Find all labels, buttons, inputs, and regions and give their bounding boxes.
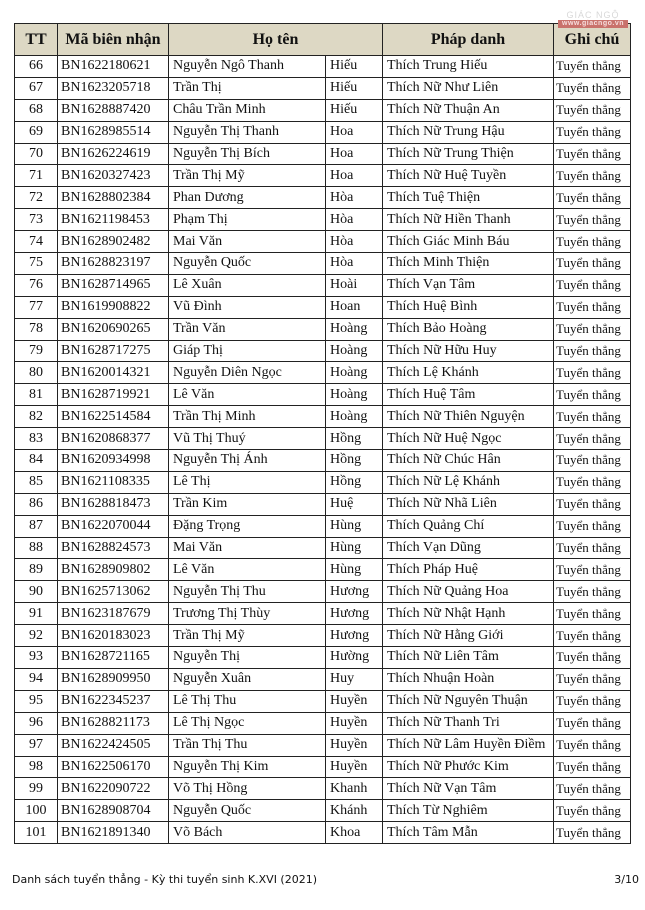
cell-receipt-code: BN1622180621 (58, 56, 169, 78)
cell-given-name: Huyền (326, 756, 383, 778)
cell-given-name: Hoàng (326, 362, 383, 384)
cell-note: Tuyển thẳng (554, 143, 631, 165)
cell-receipt-code: BN1620183023 (58, 625, 169, 647)
cell-given-name: Hoàng (326, 318, 383, 340)
cell-given-name: Hương (326, 603, 383, 625)
table-row (15, 77, 631, 99)
cell-note: Tuyển thẳng (554, 559, 631, 581)
cell-tt: 95 (15, 690, 58, 712)
cell-dharma-name: Thích Huệ Bình (383, 296, 554, 318)
cell-family-name: Trần Thị Minh (169, 406, 326, 428)
cell-given-name: Khánh (326, 800, 383, 822)
cell-note: Tuyển thẳng (554, 56, 631, 78)
cell-note: Tuyển thẳng (554, 231, 631, 253)
table-row (15, 384, 631, 406)
cell-note: Tuyển thẳng (554, 165, 631, 187)
header-dharma-name: Pháp danh (383, 24, 554, 56)
cell-tt: 87 (15, 515, 58, 537)
table-row (15, 625, 631, 647)
cell-given-name: Hòa (326, 231, 383, 253)
cell-tt: 83 (15, 428, 58, 450)
cell-tt: 85 (15, 471, 58, 493)
cell-receipt-code: BN1628908704 (58, 800, 169, 822)
cell-tt: 69 (15, 121, 58, 143)
table-row (15, 296, 631, 318)
table-row (15, 603, 631, 625)
cell-dharma-name: Thích Vạn Tâm (383, 274, 554, 296)
cell-note: Tuyển thẳng (554, 603, 631, 625)
table-row (15, 99, 631, 121)
cell-dharma-name: Thích Nữ Trung Thiện (383, 143, 554, 165)
table-row (15, 712, 631, 734)
cell-tt: 66 (15, 56, 58, 78)
cell-tt: 71 (15, 165, 58, 187)
cell-tt: 72 (15, 187, 58, 209)
header-code: Mã biên nhận (58, 24, 169, 56)
cell-receipt-code: BN1628909950 (58, 668, 169, 690)
cell-note: Tuyển thẳng (554, 340, 631, 362)
table-row (15, 362, 631, 384)
cell-dharma-name: Thích Nữ Nhã Liên (383, 493, 554, 515)
cell-family-name: Vũ Thị Thuý (169, 428, 326, 450)
cell-note: Tuyển thẳng (554, 187, 631, 209)
table-row (15, 450, 631, 472)
cell-note: Tuyển thẳng (554, 800, 631, 822)
cell-given-name: Hùng (326, 515, 383, 537)
cell-note: Tuyển thẳng (554, 428, 631, 450)
cell-dharma-name: Thích Nữ Trung Hậu (383, 121, 554, 143)
cell-dharma-name: Thích Nữ Hữu Huy (383, 340, 554, 362)
cell-family-name: Nguyễn Xuân (169, 668, 326, 690)
table-row (15, 559, 631, 581)
table-row (15, 800, 631, 822)
table-row (15, 253, 631, 275)
cell-given-name: Hoài (326, 274, 383, 296)
cell-receipt-code: BN1623205718 (58, 77, 169, 99)
cell-family-name: Nguyễn Thị Bích (169, 143, 326, 165)
cell-note: Tuyển thẳng (554, 362, 631, 384)
cell-note: Tuyển thẳng (554, 318, 631, 340)
cell-note: Tuyển thẳng (554, 471, 631, 493)
cell-tt: 80 (15, 362, 58, 384)
cell-note: Tuyển thẳng (554, 756, 631, 778)
cell-tt: 70 (15, 143, 58, 165)
cell-dharma-name: Thích Nữ Nhật Hạnh (383, 603, 554, 625)
cell-family-name: Trần Văn (169, 318, 326, 340)
cell-family-name: Nguyễn Diên Ngọc (169, 362, 326, 384)
cell-given-name: Hoàng (326, 340, 383, 362)
cell-tt: 94 (15, 668, 58, 690)
cell-given-name: Khanh (326, 778, 383, 800)
cell-tt: 100 (15, 800, 58, 822)
cell-dharma-name: Thích Từ Nghiêm (383, 800, 554, 822)
cell-note: Tuyển thẳng (554, 209, 631, 231)
table-row (15, 493, 631, 515)
cell-dharma-name: Thích Nữ Thiên Nguyện (383, 406, 554, 428)
cell-family-name: Trần Thị Thu (169, 734, 326, 756)
table-row (15, 56, 631, 78)
table-row (15, 690, 631, 712)
cell-dharma-name: Thích Trung Hiếu (383, 56, 554, 78)
cell-given-name: Hồng (326, 471, 383, 493)
cell-tt: 91 (15, 603, 58, 625)
cell-note: Tuyển thẳng (554, 493, 631, 515)
cell-family-name: Mai Văn (169, 537, 326, 559)
cell-given-name: Huyền (326, 734, 383, 756)
cell-dharma-name: Thích Nhuận Hoàn (383, 668, 554, 690)
cell-given-name: Hòa (326, 187, 383, 209)
cell-family-name: Đặng Trọng (169, 515, 326, 537)
cell-tt: 98 (15, 756, 58, 778)
cell-tt: 86 (15, 493, 58, 515)
cell-receipt-code: BN1622514584 (58, 406, 169, 428)
cell-given-name: Hoa (326, 165, 383, 187)
cell-receipt-code: BN1619908822 (58, 296, 169, 318)
cell-note: Tuyển thẳng (554, 668, 631, 690)
cell-dharma-name: Thích Minh Thiện (383, 253, 554, 275)
cell-note: Tuyển thẳng (554, 581, 631, 603)
cell-tt: 99 (15, 778, 58, 800)
cell-note: Tuyển thẳng (554, 406, 631, 428)
cell-receipt-code: BN1620690265 (58, 318, 169, 340)
cell-receipt-code: BN1628717275 (58, 340, 169, 362)
cell-note: Tuyển thẳng (554, 99, 631, 121)
cell-dharma-name: Thích Tâm Mẫn (383, 822, 554, 844)
table-row (15, 537, 631, 559)
cell-tt: 75 (15, 253, 58, 275)
table-row (15, 668, 631, 690)
cell-receipt-code: BN1628985514 (58, 121, 169, 143)
cell-family-name: Võ Thị Hồng (169, 778, 326, 800)
cell-family-name: Phan Dương (169, 187, 326, 209)
cell-given-name: Huyền (326, 690, 383, 712)
cell-given-name: Hường (326, 647, 383, 669)
cell-note: Tuyển thẳng (554, 384, 631, 406)
cell-dharma-name: Thích Pháp Huệ (383, 559, 554, 581)
cell-note: Tuyển thẳng (554, 77, 631, 99)
footer-title: Danh sách tuyển thẳng - Kỳ thi tuyển sinh K.XVI (2021) (12, 873, 318, 886)
header-name: Họ tên (169, 24, 383, 56)
table-row (15, 471, 631, 493)
cell-dharma-name: Thích Nữ Thanh Tri (383, 712, 554, 734)
cell-family-name: Võ Bách (169, 822, 326, 844)
cell-given-name: Hòa (326, 253, 383, 275)
cell-given-name: Hoa (326, 121, 383, 143)
cell-family-name: Trần Kim (169, 493, 326, 515)
cell-tt: 82 (15, 406, 58, 428)
cell-note: Tuyển thẳng (554, 450, 631, 472)
cell-tt: 76 (15, 274, 58, 296)
cell-receipt-code: BN1623187679 (58, 603, 169, 625)
cell-dharma-name: Thích Lệ Khánh (383, 362, 554, 384)
cell-tt: 81 (15, 384, 58, 406)
cell-family-name: Trương Thị Thùy (169, 603, 326, 625)
cell-tt: 92 (15, 625, 58, 647)
table-row (15, 187, 631, 209)
cell-given-name: Huy (326, 668, 383, 690)
cell-tt: 74 (15, 231, 58, 253)
cell-dharma-name: Thích Nữ Như Liên (383, 77, 554, 99)
cell-receipt-code: BN1628714965 (58, 274, 169, 296)
cell-receipt-code: BN1628802384 (58, 187, 169, 209)
table-row (15, 778, 631, 800)
table-row (15, 406, 631, 428)
cell-receipt-code: BN1621198453 (58, 209, 169, 231)
cell-note: Tuyển thẳng (554, 537, 631, 559)
cell-receipt-code: BN1628821173 (58, 712, 169, 734)
cell-receipt-code: BN1622070044 (58, 515, 169, 537)
cell-family-name: Lê Thị Ngọc (169, 712, 326, 734)
table-row (15, 428, 631, 450)
cell-dharma-name: Thích Vạn Dũng (383, 537, 554, 559)
cell-dharma-name: Thích Nữ Hiền Thanh (383, 209, 554, 231)
cell-given-name: Hòa (326, 209, 383, 231)
table-row (15, 121, 631, 143)
cell-dharma-name: Thích Nữ Liên Tâm (383, 647, 554, 669)
cell-tt: 77 (15, 296, 58, 318)
cell-tt: 101 (15, 822, 58, 844)
cell-receipt-code: BN1622090722 (58, 778, 169, 800)
table-row (15, 143, 631, 165)
cell-given-name: Hương (326, 581, 383, 603)
cell-tt: 89 (15, 559, 58, 581)
cell-tt: 88 (15, 537, 58, 559)
cell-family-name: Nguyễn Thị (169, 647, 326, 669)
cell-given-name: Hiếu (326, 99, 383, 121)
cell-receipt-code: BN1628818473 (58, 493, 169, 515)
candidate-list-sheet (14, 23, 630, 844)
candidate-table (14, 23, 631, 844)
cell-given-name: Hoa (326, 143, 383, 165)
cell-given-name: Hồng (326, 450, 383, 472)
cell-family-name: Lê Thị (169, 471, 326, 493)
cell-note: Tuyển thẳng (554, 121, 631, 143)
cell-dharma-name: Thích Tuệ Thiện (383, 187, 554, 209)
cell-receipt-code: BN1628719921 (58, 384, 169, 406)
cell-tt: 79 (15, 340, 58, 362)
cell-receipt-code: BN1628823197 (58, 253, 169, 275)
table-row (15, 734, 631, 756)
cell-given-name: Hiếu (326, 56, 383, 78)
cell-tt: 73 (15, 209, 58, 231)
cell-family-name: Nguyễn Thị Thanh (169, 121, 326, 143)
cell-receipt-code: BN1621891340 (58, 822, 169, 844)
cell-given-name: Hoan (326, 296, 383, 318)
cell-family-name: Nguyễn Thị Thu (169, 581, 326, 603)
table-row (15, 756, 631, 778)
cell-receipt-code: BN1628902482 (58, 231, 169, 253)
cell-receipt-code: BN1628887420 (58, 99, 169, 121)
cell-dharma-name: Thích Nữ Chúc Hân (383, 450, 554, 472)
cell-family-name: Lê Xuân (169, 274, 326, 296)
table-body (15, 56, 631, 844)
cell-family-name: Trần Thị Mỹ (169, 165, 326, 187)
cell-given-name: Hùng (326, 537, 383, 559)
cell-family-name: Nguyễn Quốc (169, 253, 326, 275)
cell-given-name: Hương (326, 625, 383, 647)
cell-tt: 97 (15, 734, 58, 756)
cell-dharma-name: Thích Nữ Hằng Giới (383, 625, 554, 647)
cell-dharma-name: Thích Nữ Lâm Huyền Điềm (383, 734, 554, 756)
cell-receipt-code: BN1628721165 (58, 647, 169, 669)
cell-dharma-name: Thích Nữ Huệ Tuyền (383, 165, 554, 187)
cell-note: Tuyển thẳng (554, 690, 631, 712)
cell-receipt-code: BN1622345237 (58, 690, 169, 712)
cell-dharma-name: Thích Giác Minh Báu (383, 231, 554, 253)
cell-receipt-code: BN1620868377 (58, 428, 169, 450)
table-row (15, 318, 631, 340)
cell-note: Tuyển thẳng (554, 296, 631, 318)
cell-dharma-name: Thích Quảng Chí (383, 515, 554, 537)
cell-family-name: Giáp Thị (169, 340, 326, 362)
cell-tt: 67 (15, 77, 58, 99)
cell-note: Tuyển thẳng (554, 253, 631, 275)
cell-given-name: Hùng (326, 559, 383, 581)
cell-note: Tuyển thẳng (554, 515, 631, 537)
cell-dharma-name: Thích Nữ Vạn Tâm (383, 778, 554, 800)
cell-tt: 78 (15, 318, 58, 340)
header-tt: TT (15, 24, 58, 56)
cell-family-name: Vũ Đình (169, 296, 326, 318)
cell-given-name: Hiếu (326, 77, 383, 99)
cell-given-name: Hoàng (326, 384, 383, 406)
cell-note: Tuyển thẳng (554, 625, 631, 647)
cell-note: Tuyển thẳng (554, 712, 631, 734)
cell-family-name: Nguyễn Quốc (169, 800, 326, 822)
table-row (15, 581, 631, 603)
cell-tt: 90 (15, 581, 58, 603)
cell-receipt-code: BN1621108335 (58, 471, 169, 493)
cell-receipt-code: BN1626224619 (58, 143, 169, 165)
cell-tt: 96 (15, 712, 58, 734)
cell-dharma-name: Thích Nữ Thuận An (383, 99, 554, 121)
cell-dharma-name: Thích Nữ Nguyên Thuận (383, 690, 554, 712)
cell-family-name: Mai Văn (169, 231, 326, 253)
table-row (15, 647, 631, 669)
table-header-row (15, 24, 631, 56)
cell-receipt-code: BN1628824573 (58, 537, 169, 559)
header-note: Ghi chú (554, 24, 631, 56)
cell-family-name: Phạm Thị (169, 209, 326, 231)
cell-dharma-name: Thích Huệ Tâm (383, 384, 554, 406)
cell-family-name: Nguyễn Thị Kim (169, 756, 326, 778)
cell-receipt-code: BN1622424505 (58, 734, 169, 756)
watermark-url: www.giacngo.vn (558, 20, 628, 28)
cell-note: Tuyển thẳng (554, 822, 631, 844)
cell-given-name: Hoàng (326, 406, 383, 428)
cell-note: Tuyển thẳng (554, 734, 631, 756)
cell-given-name: Huệ (326, 493, 383, 515)
cell-note: Tuyển thẳng (554, 647, 631, 669)
cell-receipt-code: BN1620014321 (58, 362, 169, 384)
table-row (15, 515, 631, 537)
cell-receipt-code: BN1620327423 (58, 165, 169, 187)
cell-family-name: Trần Thị (169, 77, 326, 99)
table-row (15, 231, 631, 253)
cell-receipt-code: BN1620934998 (58, 450, 169, 472)
cell-family-name: Nguyễn Thị Ánh (169, 450, 326, 472)
cell-family-name: Lê Văn (169, 384, 326, 406)
cell-tt: 93 (15, 647, 58, 669)
cell-dharma-name: Thích Bảo Hoàng (383, 318, 554, 340)
cell-note: Tuyển thẳng (554, 274, 631, 296)
cell-family-name: Lê Văn (169, 559, 326, 581)
cell-receipt-code: BN1622506170 (58, 756, 169, 778)
cell-receipt-code: BN1628909802 (58, 559, 169, 581)
cell-dharma-name: Thích Nữ Lệ Khánh (383, 471, 554, 493)
cell-tt: 68 (15, 99, 58, 121)
cell-note: Tuyển thẳng (554, 778, 631, 800)
cell-given-name: Khoa (326, 822, 383, 844)
cell-family-name: Lê Thị Thu (169, 690, 326, 712)
footer-page-number: 3/10 (614, 873, 639, 886)
cell-family-name: Châu Trần Minh (169, 99, 326, 121)
table-row (15, 165, 631, 187)
cell-receipt-code: BN1625713062 (58, 581, 169, 603)
cell-family-name: Nguyễn Ngô Thanh (169, 56, 326, 78)
table-row (15, 822, 631, 844)
watermark-title: GIÁC NGỘ (566, 10, 620, 20)
table-row (15, 340, 631, 362)
cell-family-name: Trần Thị Mỹ (169, 625, 326, 647)
table-row (15, 209, 631, 231)
cell-given-name: Huyền (326, 712, 383, 734)
cell-tt: 84 (15, 450, 58, 472)
cell-dharma-name: Thích Nữ Phước Kim (383, 756, 554, 778)
cell-given-name: Hồng (326, 428, 383, 450)
cell-dharma-name: Thích Nữ Huệ Ngọc (383, 428, 554, 450)
cell-dharma-name: Thích Nữ Quảng Hoa (383, 581, 554, 603)
table-row (15, 274, 631, 296)
